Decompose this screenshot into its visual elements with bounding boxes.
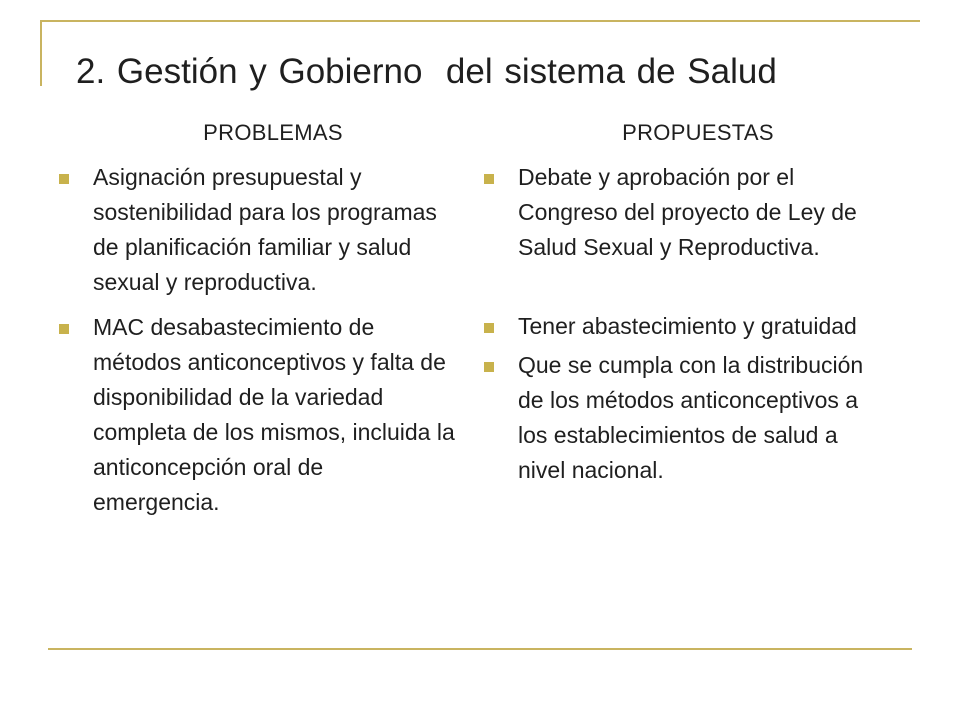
- list-item: [480, 309, 885, 344]
- proposals-list: [480, 160, 885, 488]
- bottom-border-line: [48, 648, 912, 650]
- list-item: [480, 160, 885, 265]
- slide-title: 2. Gestión y Gobierno del sistema de Salud: [76, 52, 777, 91]
- proposal-text: Debate y aprobación por el Congreso del proyecto de Ley de Salud Sexual y Reproductiva.: [518, 164, 857, 260]
- square-bullet-icon: [59, 174, 69, 184]
- list-item: [480, 348, 885, 488]
- problem-text: MAC desabastecimiento de métodos anticonceptivos y falta de disponibilidad de la variedad completa de los mismos, incluida la anticoncepción oral de emergencia.: [93, 314, 455, 515]
- proposals-heading: PROPUESTAS: [622, 120, 774, 145]
- list-item: [55, 160, 455, 300]
- problems-list: [55, 160, 455, 520]
- top-border-line: [40, 20, 920, 22]
- square-bullet-icon: [59, 324, 69, 334]
- left-border-line: [40, 20, 42, 86]
- square-bullet-icon: [484, 174, 494, 184]
- proposal-text: Que se cumpla con la distribución de los métodos anticonceptivos a los establecimientos de salud a nivel nacional.: [518, 352, 864, 483]
- problem-text: Asignación presupuestal y sostenibilidad para los programas de planificación familiar y salud sexual y reproductiva.: [93, 164, 437, 295]
- problems-heading: PROBLEMAS: [203, 120, 343, 145]
- square-bullet-icon: [484, 362, 494, 372]
- list-item: [55, 310, 455, 520]
- square-bullet-icon: [484, 323, 494, 333]
- proposal-text: Tener abastecimiento y gratuidad: [518, 313, 857, 339]
